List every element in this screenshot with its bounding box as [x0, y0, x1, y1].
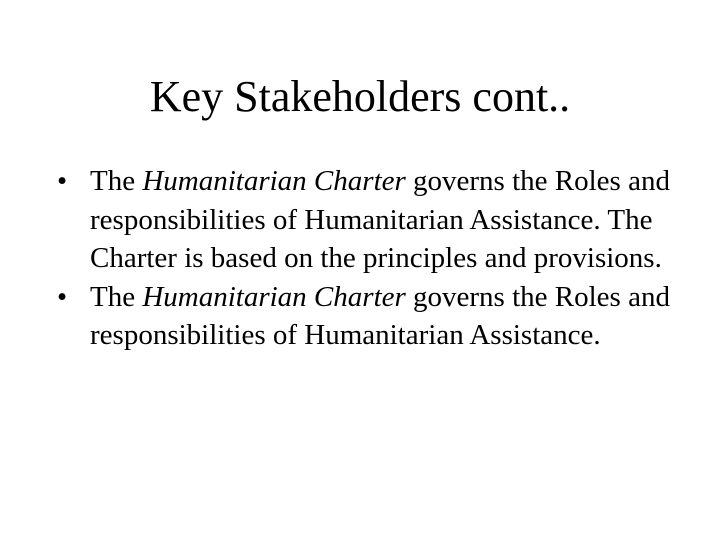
bullet-text-rest: governs the Roles and responsibilities of Humanitarian Assistance. — [90, 280, 670, 351]
bullet-text-lead: The — [90, 280, 143, 313]
bullet-dot-icon: • — [57, 280, 68, 313]
bullet-text-emphasis: Humanitarian Charter — [142, 280, 406, 313]
bullet-text-emphasis: Humanitarian Charter — [142, 165, 406, 197]
bullet-dot-icon: • — [57, 165, 68, 197]
slide-title: Key Stakeholders cont.. — [149, 72, 571, 121]
bullet-item — [57, 162, 677, 278]
bullet-text-lead: The — [90, 165, 143, 197]
bullet-list — [57, 162, 677, 355]
bullet-text-rest: governs the Roles and responsibilities of Humanitarian Assistance. The Charter is based on the principles and provisions. — [90, 165, 670, 274]
bullet-item — [57, 278, 677, 355]
